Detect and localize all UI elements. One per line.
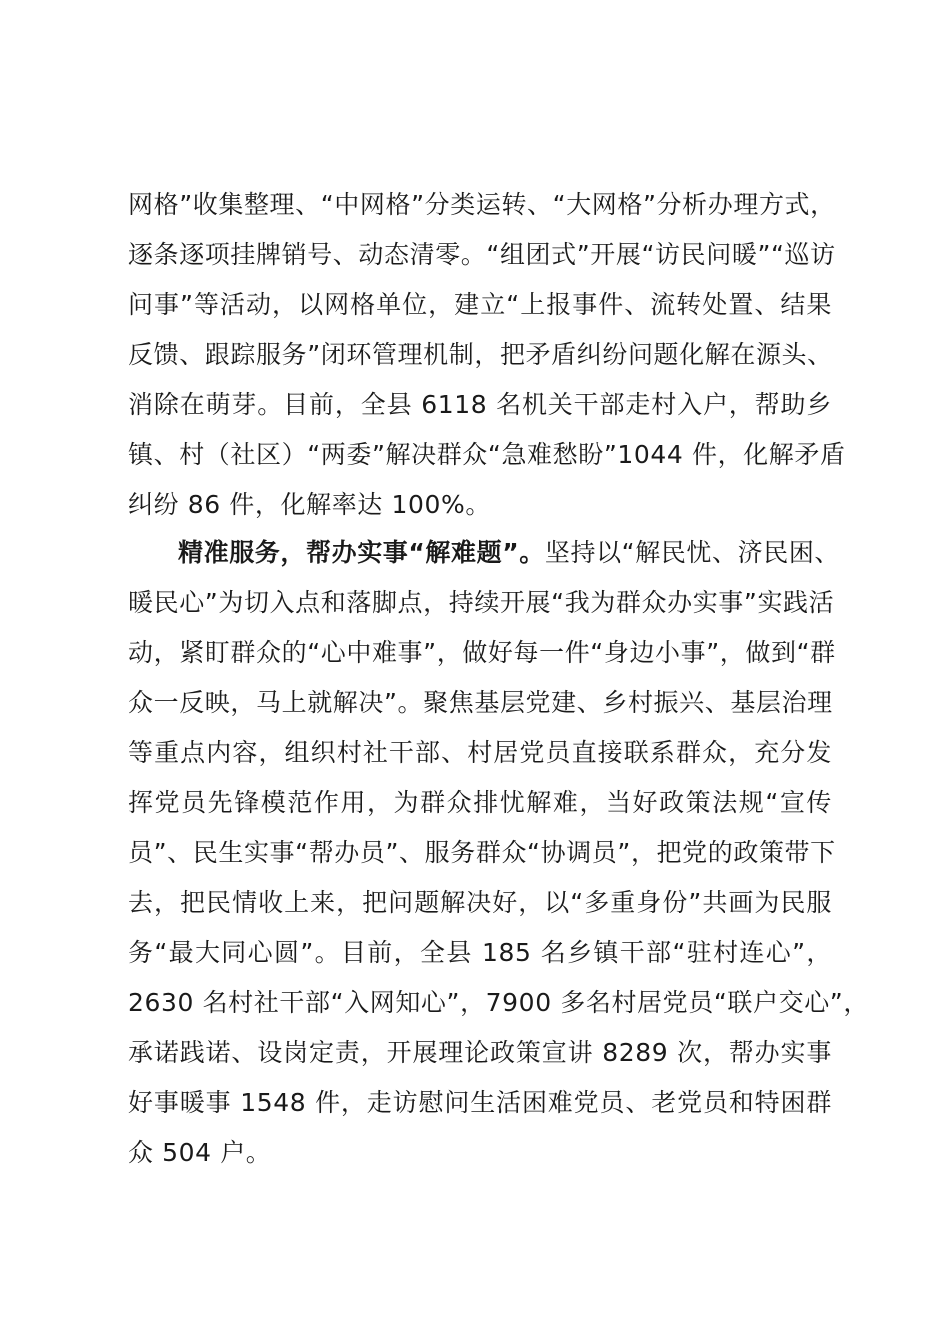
- paragraph-line: 消除在萌芽。目前，全县 6118 名机关干部走村入户，帮助乡: [128, 390, 832, 419]
- paragraph-line-rest: 坚持以“解民忧、济民困、: [544, 538, 841, 567]
- paragraph-line: 好事暖事 1548 件，走访慰问生活困难党员、老党员和特困群: [128, 1088, 832, 1117]
- paragraph-first-line: [128, 528, 841, 578]
- paragraph-line: 逐条逐项挂牌销号、动态清零。“组团式”开展“访民问暖”“巡访: [128, 240, 836, 269]
- paragraph-line: 众一反映，马上就解决”。聚焦基层党建、乡村振兴、基层治理: [128, 688, 833, 717]
- paragraph-line: 反馈、跟踪服务”闭环管理机制，把矛盾纠纷问题化解在源头、: [128, 340, 833, 369]
- paragraph-precise-service: [128, 528, 869, 1178]
- paragraph-line: 问事”等活动，以网格单位，建立“上报事件、流转处置、结果: [128, 290, 832, 319]
- paragraph-line: 动，紧盯群众的“心中难事”，做好每一件“身边小事”，做到“群: [128, 638, 836, 667]
- paragraph-line: 等重点内容，组织村社干部、村居党员直接联系群众，充分发: [128, 738, 832, 767]
- paragraph-line: 镇、村（社区）“两委”解决群众“急难愁盼”1044 件，化解矛盾: [128, 440, 846, 469]
- paragraph-line: 去，把民情收上来，把问题解决好，以“多重身份”共画为民服: [128, 888, 832, 917]
- paragraph-line: 务“最大同心圆”。目前，全县 185 名乡镇干部“驻村连心”，: [128, 938, 832, 967]
- paragraph-line: 纠纷 86 件，化解率达 100%。: [128, 490, 491, 519]
- paragraph-line: 网格”收集整理、“中网格”分类运转、“大网格”分析办理方式，: [128, 190, 836, 219]
- paragraph-line: 挥党员先锋模范作用，为群众排忧解难，当好政策法规“宣传: [128, 788, 832, 817]
- paragraph-grid-management: [128, 180, 846, 530]
- paragraph-line: 暖民心”为切入点和落脚点，持续开展“我为群众办实事”实践活: [128, 588, 835, 617]
- paragraph-line: 2630 名村社干部“入网知心”，7900 多名村居党员“联户交心”，: [128, 988, 869, 1017]
- paragraph-heading: 精准服务，帮办实事“解难题”。: [178, 538, 545, 567]
- paragraph-line: 承诺践诺、设岗定责，开展理论政策宣讲 8289 次，帮办实事: [128, 1038, 832, 1067]
- paragraph-line: 员”、民生实事“帮办员”、服务群众“协调员”，把党的政策带下: [128, 838, 836, 867]
- paragraph-line: 众 504 户。: [128, 1138, 272, 1167]
